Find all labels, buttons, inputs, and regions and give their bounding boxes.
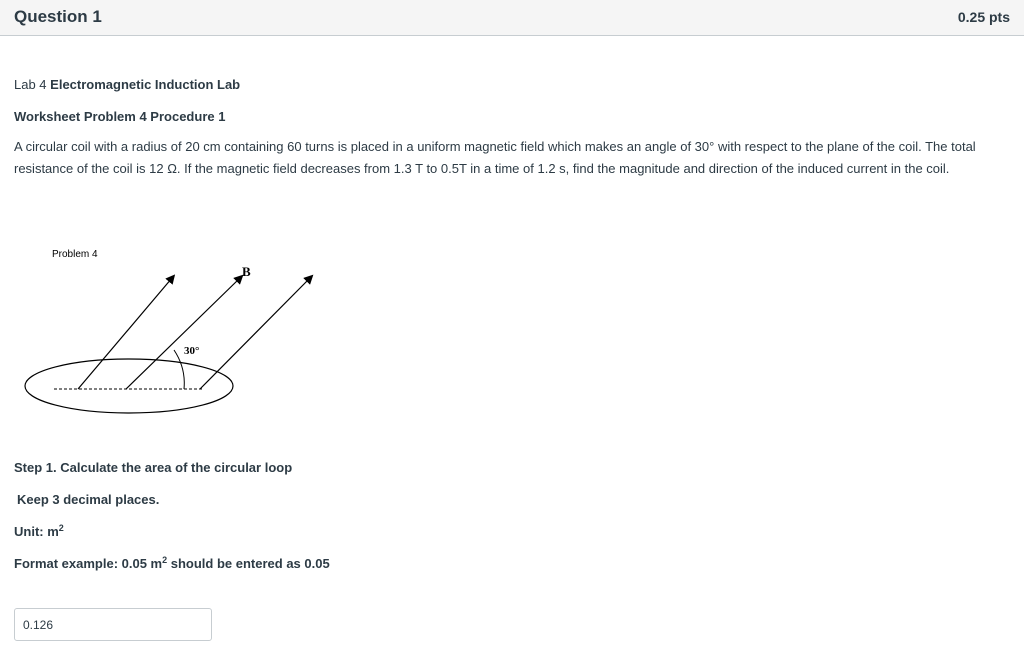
- lab-prefix: Lab 4: [14, 77, 51, 92]
- field-line-right: [200, 278, 310, 389]
- problem-text: A circular coil with a radius of 20 cm containing 60 turns is placed in a uniform magnetic field which makes an angle of 30° with respect to the plane of the coil. The total resistance of the coil is 12 Ω. If the magnetic field decreases from 1.3 T to 0.5T in a time of 1.2 s, find the magnitude and direction of the induced current in the coil.: [14, 139, 976, 176]
- format-example: [14, 556, 330, 571]
- angle-label: 30°: [184, 345, 200, 357]
- figure-label: Problem 4: [52, 249, 98, 260]
- precision-note: Keep 3 decimal places.: [17, 492, 160, 507]
- answer-input[interactable]: [14, 608, 212, 641]
- problem-figure: [14, 240, 251, 420]
- format-suffix: should be entered as 0.05: [167, 556, 330, 571]
- step-instruction: Step 1. Calculate the area of the circular loop: [14, 460, 293, 475]
- lab-name: Electromagnetic Induction Lab: [50, 77, 241, 92]
- unit-note: [14, 524, 64, 539]
- unit-prefix: Unit: m: [14, 524, 59, 539]
- coil-diagram: [14, 240, 251, 420]
- question-header: [0, 0, 1024, 36]
- question-title: Question 1: [14, 7, 102, 26]
- field-line-left: [78, 278, 172, 389]
- worksheet-title: Worksheet Problem 4 Procedure 1: [14, 109, 226, 124]
- question-points: 0.25 pts: [957, 9, 1010, 25]
- angle-arc: [174, 350, 184, 389]
- field-label: B: [242, 264, 251, 279]
- format-exponent: 2: [162, 555, 168, 565]
- unit-exponent: 2: [58, 523, 64, 533]
- lab-title: [14, 74, 240, 95]
- format-prefix: Format example: 0.05 m: [14, 556, 163, 571]
